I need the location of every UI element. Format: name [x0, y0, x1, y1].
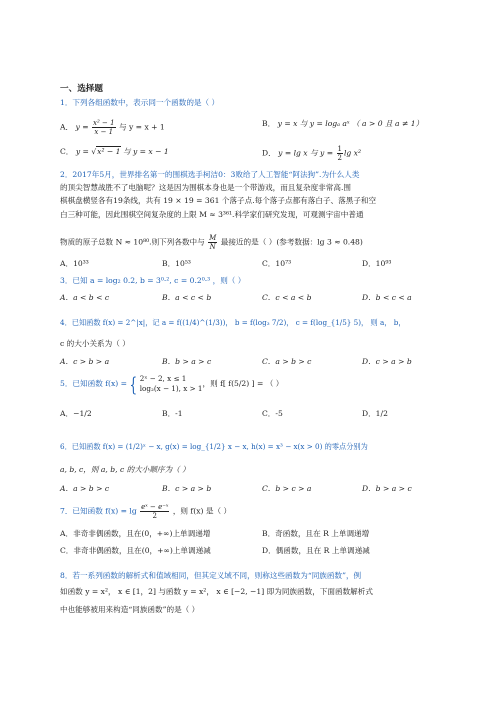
q5-option-c: C．-5 [262, 409, 283, 418]
q4-option-c: C．a > b > c [262, 357, 312, 366]
q7-stem-part1: 7．已知函数 f(x) = lg [60, 506, 137, 516]
q1-option-d-expr: y = lg x 与 y = [278, 148, 334, 158]
q3-option-d: D．b < c < a [362, 293, 412, 302]
q1-a-denominator: x − 1 [94, 128, 114, 136]
q1-option-b [262, 119, 423, 129]
q6-option-d: D．b > a > c [362, 484, 412, 493]
question-5-stem [60, 374, 283, 400]
q1-option-b-expr: y = x 与 y = logₐ aˣ （ a > 0 且 a ≠ 1） [277, 119, 424, 128]
q1-option-d-label: D． [262, 148, 276, 158]
question-1-stem: 1．下列各组函数中，表示同一个函数的是（ ） [60, 98, 220, 107]
q2-line5-part1: 物质的原子总数 N ≈ 10⁸⁰.则下列各数中与 [60, 237, 205, 247]
q5-case1: 2ˣ − 2, x ≤ 1 [139, 374, 187, 383]
q1-option-a: A． y = $\frac{\text{x² − 1}}{x - 1}$ 与 y = x + 1 [60, 119, 165, 136]
q3-option-a: A．a < b < c [60, 293, 110, 302]
q2-option-b: B．10⁵³ [162, 259, 191, 268]
q6-option-c: C．b > c > a [262, 484, 312, 493]
q2-option-a: A．10³³ [60, 259, 89, 268]
question-2-line5: 物质的原子总数 N ≈ 10⁸⁰.则下列各数中与 $\frac{M}{N}$ 最接近的是（ ）(参考数据：lg 3 ≈ 0.48) [60, 234, 363, 251]
q5-stem-part1: 5．已知函数 f(x) = [60, 379, 128, 388]
q7-option-c: C．非奇非偶函数，且在(0，+∞)上单调递减 [60, 546, 211, 555]
question-8-line1: 8．若一系列函数的解析式和值域相同，但其定义域不同，则称这些函数为“同族函数”，例 [60, 571, 362, 580]
q1-a-numerator: x² − 1 [93, 119, 115, 127]
question-8-line3: 中也能够被用来构造“同族函数”的是（ ） [60, 605, 200, 614]
q7-option-d: D．偶函数，且在 R 上单调递减 [262, 546, 370, 555]
question-8-line2: 如函数 y = x²， x ∈ [1，2] 与函数 y = x²， x ∈ [−2, −1] 即为同族函数，下面函数解析式 [60, 587, 373, 596]
question-4-stem: 4．已知函数 f(x) = 2^|x|，记 a = f((1/4)^(1/3))， b = f(log₃ 7/2)， c = f(log_{1/5} 5)， 则 a， b， [60, 318, 406, 327]
q7-option-a: A．非奇非偶函数，且在(0，+∞)上单调递增 [60, 529, 211, 538]
question-2-line4: 白三种可能，因此围棋空间复杂度的上限 M ≈ 3³⁶¹.科学家们研究发现，可观测宇宙中普通 [60, 210, 364, 219]
q5-option-b: B．-1 [162, 409, 183, 418]
question-7-stem [60, 503, 231, 520]
q5-stem-part2: ，则 f[ f(5/2) ] = （ ） [202, 379, 284, 388]
q5-case2: log₂(x − 1), x > 1 [139, 384, 203, 393]
q2-line5-part2: 最接近的是（ ）(参考数据：lg 3 ≈ 0.48) [220, 237, 363, 247]
q2-option-d: D．10⁹³ [362, 259, 392, 268]
question-2-line3: 棋棋盘横竖各有19条线，共有 19 × 19 = 361 个落子点.每个落子点都有落白子、落黑子和空 [60, 196, 377, 205]
question-2-line1: 2．2017年5月，世界排名第一的围棋选手柯洁0：3败给了人工智能“阿法狗”.为什么人类 [60, 170, 360, 179]
q6-option-b: B．c > a > b [162, 484, 212, 493]
q4-option-d: D．c > a > b [362, 357, 412, 366]
question-2-line2: 的顶尖智慧战胜不了电脑呢？这是因为围棋本身也是一个带游戏，而且复杂度非常高.围 [60, 183, 351, 192]
q4-option-b: B．b > a > c [162, 357, 212, 366]
q1-option-a-fraction [92, 119, 116, 136]
question-3-stem: 3．已知 a = log₂ 0.2, b = 3⁰·², c = 0.2⁰·³ ，则（ ） [60, 276, 246, 285]
q2-option-c: C．10⁷³ [262, 259, 292, 268]
question-6-stem2: a, b, c，则 a, b, c 的大小顺序为（ ） [60, 465, 190, 474]
q5-option-d: D．1/2 [362, 409, 388, 418]
q7-option-b: B．奇函数，且在 R 上单调递增 [262, 529, 370, 538]
q1-option-d: D． y = lg x 与 y = $\frac{1}{2}$ lg x² [262, 145, 361, 162]
q7-numerator: eˣ − e⁻ˣ [141, 503, 169, 511]
q1-option-c-label: C． [60, 147, 74, 156]
q3-option-c: C．c < a < b [262, 293, 312, 302]
q6-option-a: A．a > b > c [60, 484, 110, 493]
q5-brace: { [129, 372, 138, 396]
q1-option-a-label: A． [60, 122, 74, 132]
q7-denominator: 2 [152, 512, 157, 520]
q1-option-c: C． y = √x² − 1 与 y = x − 1 [60, 147, 169, 156]
q3-option-b: B．a < c < b [162, 293, 212, 302]
q5-piecewise [140, 374, 203, 394]
q1-option-c-expr: 与 y = x − 1 [122, 147, 169, 156]
question-4-stem2: c 的大小关系为（ ） [60, 339, 130, 348]
section-heading: 一、选择题 [60, 84, 103, 94]
question-6-stem: 6．已知函数 f(x) = (1/2)ˣ − x, g(x) = log_{1/2} x − x, h(x) = x³ − x(x > 0) 的零点分别为 [60, 442, 368, 451]
q5-option-a: A．−1/2 [60, 409, 92, 418]
q1-option-a-tail: 与 y = x + 1 [118, 122, 165, 132]
q4-option-a: A．c > b > a [60, 357, 110, 366]
q7-stem-part2: ，则 f(x) 是（ ） [172, 506, 232, 516]
q1-option-b-label: B． [262, 119, 276, 128]
